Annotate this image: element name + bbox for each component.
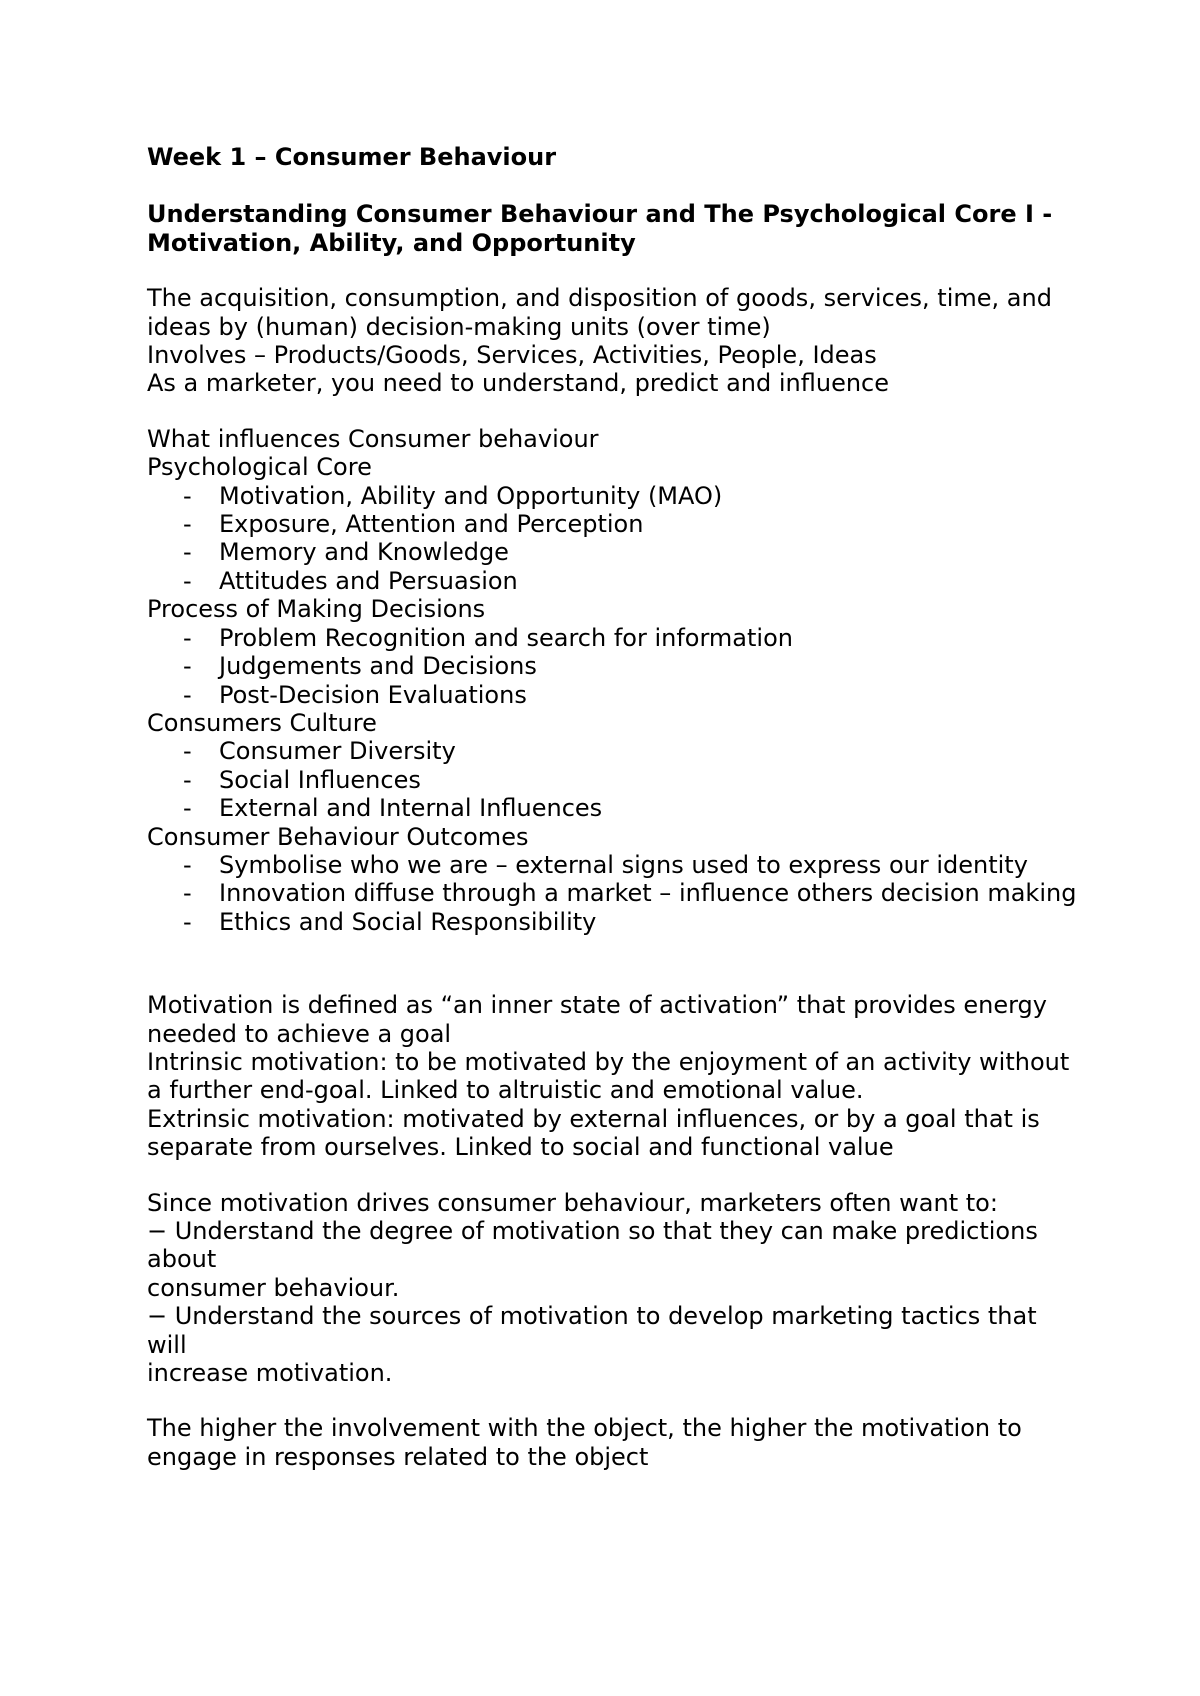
marketers-section <box>147 1189 1077 1388</box>
bullet-list <box>147 482 1077 596</box>
influences-section <box>147 425 1077 936</box>
bullet-dash: - <box>183 850 192 879</box>
bullet-dash: - <box>183 680 192 709</box>
intro-section <box>147 284 1077 398</box>
list-item: - Post-Decision Evaluations <box>183 680 527 709</box>
group-heading: Process of Making Decisions <box>147 595 486 624</box>
involvement-section <box>147 1414 1077 1471</box>
list-item: - Memory and Knowledge <box>183 538 509 567</box>
bullet-list <box>147 851 1077 936</box>
bullet-list <box>147 624 1077 709</box>
group-heading: Consumer Behaviour Outcomes <box>147 822 529 851</box>
marketers-point-continued: increase motivation. <box>147 1359 393 1388</box>
list-item: - Judgements and Decisions <box>183 652 537 681</box>
group-heading: Psychological Core <box>147 453 372 482</box>
bullet-dash: - <box>183 765 192 794</box>
intrinsic-motivation: Intrinsic motivation: to be motivated by the enjoyment of an activity without a further end-goal. Linked to altruistic and emotional value. <box>147 1047 1070 1105</box>
influences-heading: What influences Consumer behaviour <box>147 424 599 453</box>
bullet-list <box>147 737 1077 822</box>
list-item: - Consumer Diversity <box>183 737 456 766</box>
group-heading: Consumers Culture <box>147 708 377 737</box>
bullet-dash: - <box>183 510 192 539</box>
extrinsic-motivation: Extrinsic motivation: motivated by external influences, or by a goal that is separate from ourselves. Linked to social and functional value <box>147 1104 1040 1162</box>
list-item: - Attitudes and Persuasion <box>183 566 518 595</box>
involvement-statement: The higher the involvement with the object, the higher the motivation to engage in responses related to the object <box>147 1414 1022 1471</box>
list-item: - Social Influences <box>183 765 421 794</box>
document-subtitle: Understanding Consumer Behaviour and The Psychological Core I - Motivation, Ability, and Opportunity <box>147 200 1053 257</box>
bullet-dash: - <box>183 623 192 652</box>
bullet-dash: - <box>183 566 192 595</box>
list-item: - Motivation, Ability and Opportunity (MAO) <box>183 481 723 510</box>
list-item: - Symbolise who we are – external signs used to express our identity <box>183 850 1028 879</box>
marketers-intro: Since motivation drives consumer behaviour, marketers often want to: <box>147 1188 998 1217</box>
bullet-dash: - <box>183 481 192 510</box>
list-item: - Problem Recognition and search for information <box>183 623 793 652</box>
document-title: Week 1 – Consumer Behaviour <box>147 143 557 171</box>
document-page <box>147 143 1077 1471</box>
intro-involves: Involves – Products/Goods, Services, Activities, People, Ideas <box>147 341 877 370</box>
list-item: - Exposure, Attention and Perception <box>183 510 644 539</box>
bullet-dash: - <box>183 879 192 908</box>
intro-definition: The acquisition, consumption, and disposition of goods, services, time, and ideas by (human) decision-making units (over time) <box>147 284 1052 341</box>
bullet-dash: - <box>183 538 192 567</box>
bullet-dash: - <box>183 652 192 681</box>
list-item: - Ethics and Social Responsibility <box>183 907 597 936</box>
intro-marketer: As a marketer, you need to understand, predict and influence <box>147 369 890 398</box>
bullet-dash: - <box>183 907 192 936</box>
motivation-definition: Motivation is defined as “an inner state of activation” that provides energy needed to achieve a goal <box>147 991 1047 1048</box>
marketers-point: − Understand the sources of motivation to develop marketing tactics that will <box>147 1302 1037 1359</box>
marketers-point-continued: consumer behaviour. <box>147 1273 400 1302</box>
bullet-dash: - <box>183 737 192 766</box>
bullet-dash: - <box>183 794 192 823</box>
marketers-point: − Understand the degree of motivation so that they can make predictions about <box>147 1217 1038 1274</box>
list-item: - External and Internal Influences <box>183 794 603 823</box>
list-item: - Innovation diffuse through a market – influence others decision making <box>183 879 1077 908</box>
motivation-section <box>147 991 1077 1161</box>
